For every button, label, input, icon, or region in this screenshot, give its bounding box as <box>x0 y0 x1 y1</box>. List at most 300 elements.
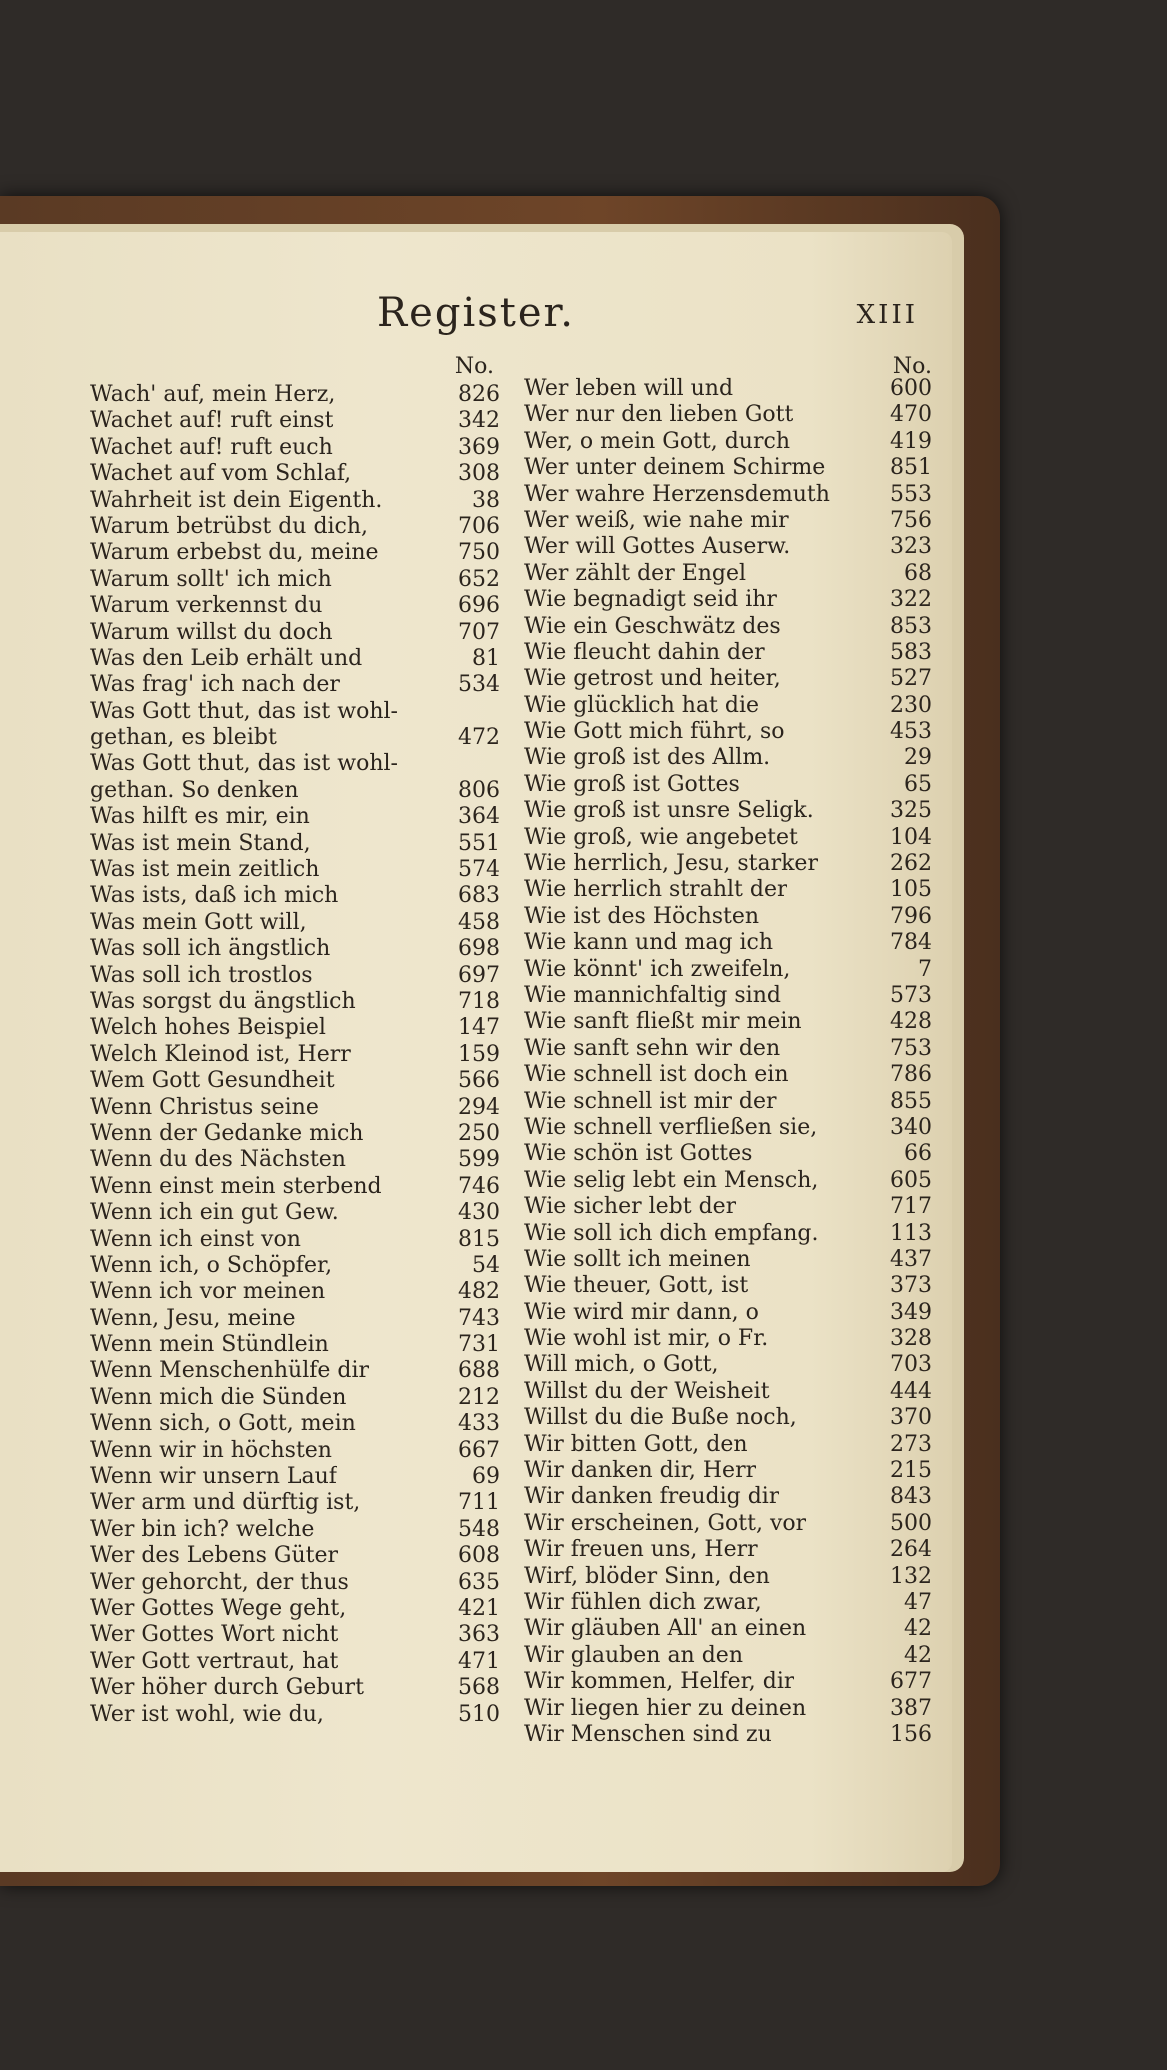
entry-number: 328 <box>890 1326 932 1352</box>
index-entry <box>524 983 932 1009</box>
index-entry <box>90 751 500 777</box>
entry-title: Wirf, blöder Sinn, den <box>524 1563 770 1589</box>
entry-title: Wenn einst mein sterbend <box>90 1173 382 1199</box>
index-column-right <box>524 354 932 1748</box>
index-entry <box>90 1358 500 1384</box>
index-entry <box>90 1332 500 1358</box>
entry-title: Wer zählt der Engel <box>524 560 747 586</box>
book-page <box>0 232 952 1872</box>
entry-number: 273 <box>890 1431 932 1457</box>
entry-title: Wer gehorcht, der thus <box>90 1569 349 1595</box>
index-entry <box>524 904 932 930</box>
entry-title: Wie sanft fließt mir mein <box>524 1009 802 1035</box>
entry-number: 349 <box>890 1299 932 1325</box>
index-entry <box>524 1141 932 1167</box>
entry-title: Wachet auf! ruft einst <box>90 408 334 434</box>
entry-number: 815 <box>458 1226 500 1252</box>
entry-number: 500 <box>890 1510 932 1536</box>
index-entry <box>90 620 500 646</box>
entry-number: 38 <box>472 487 500 513</box>
index-entry <box>90 831 500 857</box>
index-entry <box>524 1036 932 1062</box>
entry-number: 69 <box>472 1464 500 1490</box>
index-entry <box>90 461 500 487</box>
entry-number: 428 <box>890 1009 932 1035</box>
entry-number: 369 <box>458 434 500 460</box>
index-entry <box>90 1622 500 1648</box>
index-entry <box>524 1247 932 1273</box>
entry-number: 363 <box>458 1622 500 1648</box>
entry-title: Wie kann und mag ich <box>524 930 774 956</box>
entry-title: Warum verkennst du <box>90 593 323 619</box>
entry-title: Wie herrlich, Jesu, starker <box>524 851 818 877</box>
entry-number: 855 <box>890 1088 932 1114</box>
index-entry <box>524 957 932 983</box>
index-entry <box>90 1306 500 1332</box>
entry-title: Wer Gottes Wort nicht <box>90 1622 339 1648</box>
entry-title: Wie mannichfaltig sind <box>524 982 781 1008</box>
entry-number: 753 <box>890 1035 932 1061</box>
entry-title: Wir Menschen sind zu <box>524 1721 772 1747</box>
entry-title: Wie wird mir dann, o <box>524 1299 759 1325</box>
entry-title: Wie schnell ist doch ein <box>524 1062 789 1088</box>
entry-number: 262 <box>890 851 932 877</box>
entry-number: 342 <box>458 408 500 434</box>
index-entry <box>90 1095 500 1121</box>
index-entry <box>90 1649 500 1675</box>
entry-title: Wenn ich ein gut Gew. <box>90 1200 339 1226</box>
entry-title: Will mich, o Gott, <box>524 1352 719 1378</box>
entry-number: 635 <box>458 1569 500 1595</box>
entry-title: Warum betrübst du dich, <box>90 513 369 539</box>
index-entry <box>90 936 500 962</box>
entry-title: Wachet auf vom Schlaf, <box>90 461 352 487</box>
entry-title: Wenn wir unsern Lauf <box>90 1464 337 1490</box>
entry-number: 147 <box>458 1015 500 1041</box>
entry-title: Wer leben will und <box>524 376 734 401</box>
entry-number: 510 <box>458 1701 500 1727</box>
entry-title: Wer, o mein Gott, durch <box>524 428 790 454</box>
index-entry <box>90 593 500 619</box>
entry-title: Wer unter deinem Schirme <box>524 455 826 481</box>
entry-number: 419 <box>890 428 932 454</box>
entry-number: 323 <box>890 534 932 560</box>
entry-title: Was sorgst du ängstlich <box>90 988 356 1014</box>
index-entry <box>90 1227 500 1253</box>
entry-title: Was Gott thut, das ist wohl- <box>90 698 398 724</box>
index-entry <box>524 1722 932 1748</box>
entry-number: 472 <box>458 725 500 751</box>
entry-title: Wie groß ist des Allm. <box>524 745 771 771</box>
entry-title: Wir erscheinen, Gott, vor <box>524 1510 807 1536</box>
entry-number: 743 <box>458 1305 500 1331</box>
index-entry <box>524 877 932 903</box>
index-entry <box>90 1464 500 1490</box>
index-entry <box>90 804 500 830</box>
index-entry <box>524 1326 932 1352</box>
entry-title: Wer arm und dürftig ist, <box>90 1490 361 1516</box>
index-entry <box>524 666 932 692</box>
index-entry <box>524 508 932 534</box>
entry-number: 784 <box>890 930 932 956</box>
entry-title: Wahrheit ist dein Eigenth. <box>90 487 383 513</box>
index-entry <box>90 435 500 461</box>
entry-number: 806 <box>458 777 500 803</box>
entry-number: 322 <box>890 587 932 613</box>
entry-number: 159 <box>458 1041 500 1067</box>
entry-number: 853 <box>890 613 932 639</box>
entry-title: Wie ein Geschwätz des <box>524 613 781 639</box>
index-entry <box>524 1221 932 1247</box>
index-entry <box>524 1590 932 1616</box>
index-entry <box>90 1279 500 1305</box>
entry-number: 68 <box>904 560 932 586</box>
entry-title: Welch hohes Beispiel <box>90 1015 326 1041</box>
entry-number: 308 <box>458 461 500 487</box>
entry-title: Wachet auf! ruft euch <box>90 434 333 460</box>
entry-title: Was mein Gott will, <box>90 909 307 935</box>
entry-title: Wach' auf, mein Herz, <box>90 382 336 407</box>
entry-title: Wenn ich vor meinen <box>90 1279 326 1305</box>
entry-title: Wie sollt ich meinen <box>524 1246 751 1272</box>
entry-number: 706 <box>458 513 500 539</box>
index-entry <box>90 699 500 725</box>
entry-title: Wenn sich, o Gott, mein <box>90 1411 356 1437</box>
index-entry <box>90 1068 500 1094</box>
entry-number: 667 <box>458 1437 500 1463</box>
index-column-left <box>90 354 500 1728</box>
entry-title: Wenn du des Nächsten <box>90 1147 346 1173</box>
entry-title: Wer wahre Herzensdemuth <box>524 481 830 507</box>
entry-number: 42 <box>904 1616 932 1642</box>
entry-number: 548 <box>458 1516 500 1542</box>
entry-number: 599 <box>458 1147 500 1173</box>
entry-number: 340 <box>890 1114 932 1140</box>
entry-title: Wenn wir in höchsten <box>90 1437 332 1463</box>
entry-title: Warum willst du doch <box>90 619 333 645</box>
index-entry <box>90 1174 500 1200</box>
index-entry <box>524 534 932 560</box>
entry-title: Wie könnt' ich zweifeln, <box>524 956 791 982</box>
entry-title: Wenn ich einst von <box>90 1226 301 1252</box>
index-entry <box>524 402 932 428</box>
index-entry <box>524 1115 932 1141</box>
index-entry <box>524 798 932 824</box>
entry-number: 437 <box>890 1246 932 1272</box>
index-entry <box>524 1616 932 1642</box>
entry-number: 113 <box>890 1220 932 1246</box>
index-list-left <box>90 382 500 1728</box>
index-entry <box>524 1062 932 1088</box>
entry-number: 370 <box>890 1405 932 1431</box>
entry-title: Was den Leib erhält und <box>90 645 363 671</box>
entry-number: 696 <box>458 593 500 619</box>
index-entry <box>524 825 932 851</box>
entry-title: Wie sicher lebt der <box>524 1194 737 1220</box>
index-entry <box>90 1411 500 1437</box>
entry-title: Wenn mein Stündlein <box>90 1332 329 1358</box>
entry-number: 605 <box>890 1167 932 1193</box>
entry-number: 568 <box>458 1675 500 1701</box>
index-entry <box>90 514 500 540</box>
entry-title: Wir liegen hier zu deinen <box>524 1695 807 1721</box>
entry-number: 717 <box>890 1194 932 1220</box>
entry-title: Wir kommen, Helfer, dir <box>524 1669 795 1695</box>
index-entry <box>524 455 932 481</box>
entry-number: 470 <box>890 402 932 428</box>
entry-number: 458 <box>458 909 500 935</box>
index-entry <box>524 1405 932 1431</box>
index-entry <box>524 745 932 771</box>
column-number-label: No. <box>454 354 494 379</box>
entry-number: 851 <box>890 455 932 481</box>
index-entry <box>90 1385 500 1411</box>
entry-title: Was ists, daß ich mich <box>90 883 339 909</box>
entry-number: 683 <box>458 883 500 909</box>
index-entry <box>524 587 932 613</box>
index-entry <box>90 488 500 514</box>
index-entry <box>524 772 932 798</box>
entry-number: 553 <box>890 481 932 507</box>
entry-title: Welch Kleinod ist, Herr <box>90 1041 351 1067</box>
entry-number: 264 <box>890 1537 932 1563</box>
page-number: XIII <box>856 300 918 330</box>
entry-number: 583 <box>890 639 932 665</box>
index-entry <box>90 725 500 751</box>
entry-title: Wie schön ist Gottes <box>524 1141 753 1167</box>
entry-title: Wie sanft sehn wir den <box>524 1035 781 1061</box>
index-entry <box>524 1643 932 1669</box>
index-entry <box>90 1702 500 1728</box>
index-entry <box>524 1511 932 1537</box>
entry-number: 387 <box>890 1695 932 1721</box>
entry-title: Wer bin ich? welche <box>90 1516 315 1542</box>
index-entry <box>524 1352 932 1378</box>
entry-title: Wie groß ist unsre Seligk. <box>524 798 814 824</box>
entry-number: 750 <box>458 540 500 566</box>
entry-number: 47 <box>904 1589 932 1615</box>
entry-number: 430 <box>458 1200 500 1226</box>
entry-number: 294 <box>458 1094 500 1120</box>
index-entry <box>90 567 500 593</box>
entry-number: 104 <box>890 824 932 850</box>
index-entry <box>90 646 500 672</box>
entry-title: Was frag' ich nach der <box>90 672 340 698</box>
entry-title: Wie selig lebt ein Mensch, <box>524 1167 819 1193</box>
entry-number: 551 <box>458 830 500 856</box>
entry-title: Wir danken dir, Herr <box>524 1458 757 1484</box>
entry-number: 471 <box>458 1648 500 1674</box>
entry-title: Wie herrlich strahlt der <box>524 877 788 903</box>
entry-number: 574 <box>458 857 500 883</box>
entry-number: 421 <box>458 1595 500 1621</box>
entry-title: Warum erbebst du, meine <box>90 540 379 566</box>
entry-title: Wem Gott Gesundheit <box>90 1068 335 1094</box>
entry-title: Wer will Gottes Auserw. <box>524 534 791 560</box>
entry-number: 600 <box>890 376 932 401</box>
entry-number: 132 <box>890 1563 932 1589</box>
entry-number: 746 <box>458 1173 500 1199</box>
entry-title: Wir fühlen dich zwar, <box>524 1589 762 1615</box>
index-entry <box>524 930 932 956</box>
index-entry <box>90 672 500 698</box>
entry-number: 325 <box>890 798 932 824</box>
entry-number: 482 <box>458 1279 500 1305</box>
entry-number: 29 <box>904 745 932 771</box>
index-entry <box>90 540 500 566</box>
entry-number: 42 <box>904 1642 932 1668</box>
entry-number: 711 <box>458 1490 500 1516</box>
index-entry <box>524 1089 932 1115</box>
entry-title: Wer ist wohl, wie du, <box>90 1701 324 1727</box>
index-entry <box>90 963 500 989</box>
entry-title: Was ist mein Stand, <box>90 830 311 856</box>
index-entry <box>524 1696 932 1722</box>
entry-number: 453 <box>890 719 932 745</box>
entry-number: 156 <box>890 1721 932 1747</box>
index-entry <box>524 1564 932 1590</box>
entry-title: Warum sollt' ich mich <box>90 566 332 592</box>
entry-number: 81 <box>472 645 500 671</box>
entry-title: Wie theuer, Gott, ist <box>524 1273 749 1299</box>
entry-number: 212 <box>458 1384 500 1410</box>
index-entry <box>90 408 500 434</box>
entry-title: Wir bitten Gott, den <box>524 1431 748 1457</box>
entry-number: 652 <box>458 566 500 592</box>
index-entry <box>524 614 932 640</box>
index-entry <box>524 1009 932 1035</box>
entry-title: Wenn Christus seine <box>90 1094 319 1120</box>
entry-number: 433 <box>458 1411 500 1437</box>
index-entry <box>524 1537 932 1563</box>
index-entry <box>524 1458 932 1484</box>
index-entry <box>524 640 932 666</box>
entry-title: Wir danken freudig dir <box>524 1484 780 1510</box>
entry-title: Was hilft es mir, ein <box>90 804 310 830</box>
index-entry <box>524 1669 932 1695</box>
entry-title: Wer weiß, wie nahe mir <box>524 507 789 533</box>
index-entry <box>90 1596 500 1622</box>
index-entry <box>90 1570 500 1596</box>
entry-title: Wie schnell verfließen sie, <box>524 1114 818 1140</box>
index-entry <box>524 693 932 719</box>
index-entry <box>524 482 932 508</box>
entry-number: 65 <box>904 771 932 797</box>
entry-title: Wie soll ich dich empfang. <box>524 1220 819 1246</box>
entry-number: 215 <box>890 1458 932 1484</box>
entry-title: Was Gott thut, das ist wohl- <box>90 751 398 777</box>
index-entry <box>90 1121 500 1147</box>
index-entry <box>90 1015 500 1041</box>
index-entry <box>524 561 932 587</box>
entry-number: 250 <box>458 1120 500 1146</box>
entry-number: 444 <box>890 1378 932 1404</box>
entry-number: 54 <box>472 1252 500 1278</box>
entry-title: Wie begnadigt seid ihr <box>524 587 777 613</box>
entry-title: Wie glücklich hat die <box>524 692 760 718</box>
entry-title: Wenn mich die Sünden <box>90 1384 347 1410</box>
entry-number: 105 <box>890 877 932 903</box>
index-entry <box>90 1438 500 1464</box>
entry-title: Wenn, Jesu, meine <box>90 1305 296 1331</box>
entry-title: Wir gläuben All' an einen <box>524 1616 807 1642</box>
entry-title: gethan, es bleibt <box>90 725 277 751</box>
index-entry <box>90 1675 500 1701</box>
index-entry <box>524 719 932 745</box>
entry-number: 718 <box>458 988 500 1014</box>
entry-title: Wer des Lebens Güter <box>90 1543 339 1569</box>
entry-title: Was ist mein zeitlich <box>90 857 320 883</box>
entry-title: Wie fleucht dahin der <box>524 639 765 665</box>
entry-number: 843 <box>890 1484 932 1510</box>
index-entry <box>90 778 500 804</box>
entry-title: Wir freuen uns, Herr <box>524 1537 758 1563</box>
entry-number: 534 <box>458 672 500 698</box>
entry-title: Wer höher durch Geburt <box>90 1675 364 1701</box>
entry-title: Was soll ich trostlos <box>90 962 313 988</box>
entry-title: Wie Gott mich führt, so <box>524 719 785 745</box>
index-entry <box>90 1490 500 1516</box>
entry-number: 698 <box>458 936 500 962</box>
entry-number: 66 <box>904 1141 932 1167</box>
entry-title: Wie groß ist Gottes <box>524 771 740 797</box>
entry-title: gethan. So denken <box>90 777 299 803</box>
entry-number: 527 <box>890 666 932 692</box>
entry-title: Wie ist des Höchsten <box>524 903 760 929</box>
index-entry <box>90 1517 500 1543</box>
entry-title: Willst du der Weisheit <box>524 1378 770 1404</box>
entry-title: Willst du die Buße noch, <box>524 1405 797 1431</box>
entry-title: Wenn der Gedanke mich <box>90 1120 364 1146</box>
index-entry <box>524 1300 932 1326</box>
entry-number: 796 <box>890 903 932 929</box>
index-entry <box>524 1432 932 1458</box>
index-entry <box>90 1253 500 1279</box>
index-entry <box>90 910 500 936</box>
entry-title: Was soll ich ängstlich <box>90 936 331 962</box>
entry-title: Wie wohl ist mir, o Fr. <box>524 1326 769 1352</box>
entry-number: 373 <box>890 1273 932 1299</box>
index-entry <box>524 851 932 877</box>
index-entry <box>90 1543 500 1569</box>
entry-number: 826 <box>458 382 500 407</box>
entry-number: 688 <box>458 1358 500 1384</box>
index-entry <box>90 1147 500 1173</box>
index-entry <box>90 1200 500 1226</box>
index-list-right <box>524 376 932 1748</box>
page-title: Register. <box>377 290 575 336</box>
entry-title: Wer Gott vertraut, hat <box>90 1648 339 1674</box>
entry-title: Wie getrost und heiter, <box>524 666 781 692</box>
entry-number: 230 <box>890 692 932 718</box>
entry-number: 566 <box>458 1068 500 1094</box>
entry-number: 364 <box>458 804 500 830</box>
entry-title: Wenn Menschenhülfe dir <box>90 1358 370 1384</box>
index-entry <box>524 429 932 455</box>
entry-title: Wer Gottes Wege geht, <box>90 1595 347 1621</box>
index-entry <box>90 857 500 883</box>
index-entry <box>90 989 500 1015</box>
entry-number: 703 <box>890 1352 932 1378</box>
entry-number: 697 <box>458 962 500 988</box>
entry-number: 786 <box>890 1062 932 1088</box>
index-entry <box>524 1484 932 1510</box>
entry-number: 756 <box>890 507 932 533</box>
entry-title: Wer nur den lieben Gott <box>524 402 794 428</box>
entry-number: 731 <box>458 1332 500 1358</box>
index-entry <box>524 1194 932 1220</box>
index-entry <box>90 1042 500 1068</box>
